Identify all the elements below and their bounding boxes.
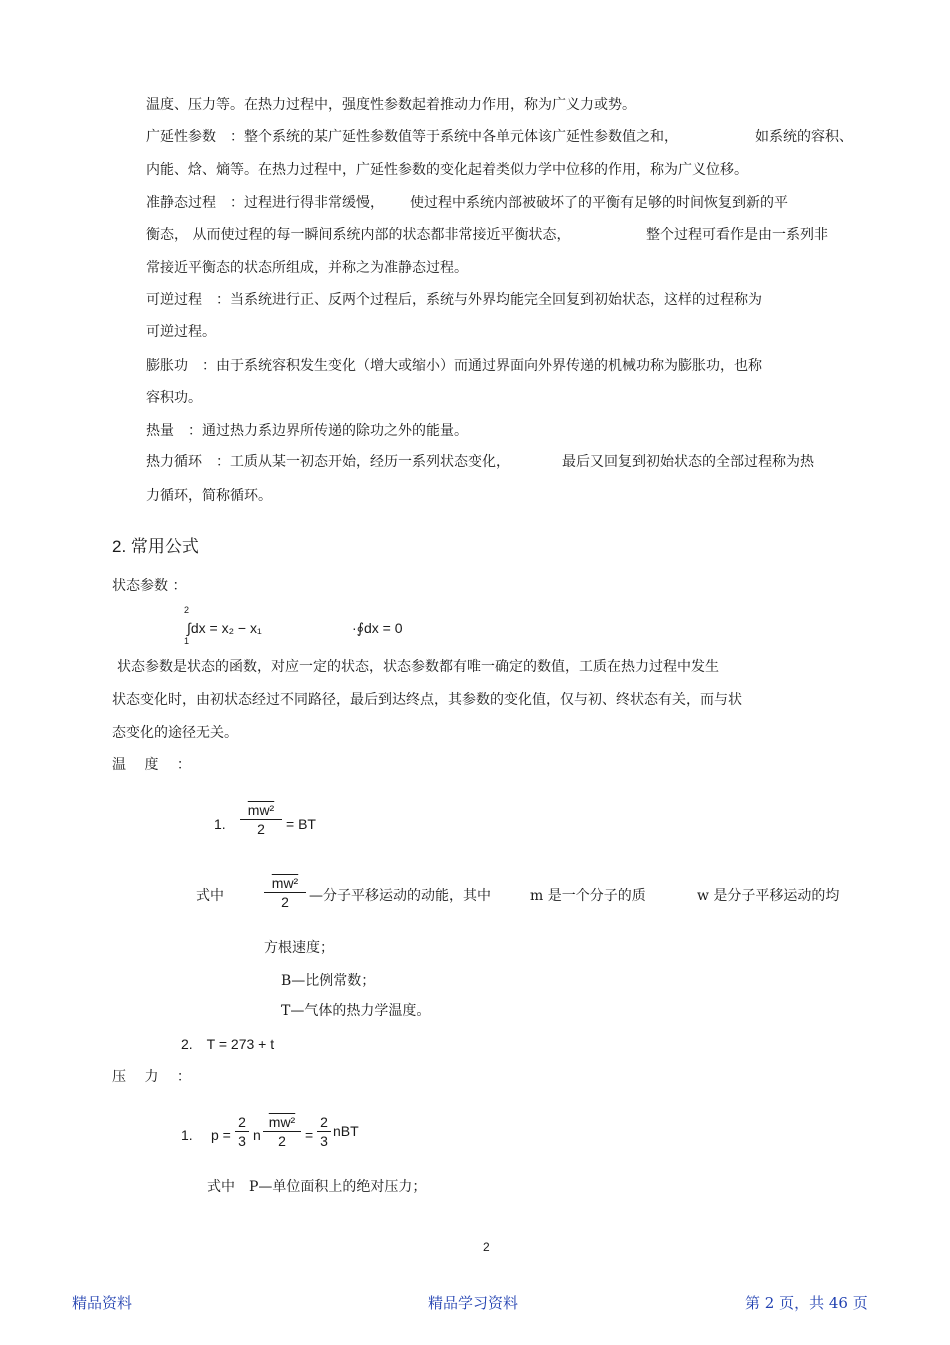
paragraph-line: 态变化的途径无关。 [112, 725, 238, 741]
fraction-denominator: 2 [281, 894, 289, 910]
definition-text: m 是一个分子的质 [530, 888, 646, 904]
formula-cyclic-integral: ·∮dx = 0 [352, 620, 403, 636]
text-line: 热量 ：通过热力系边界所传递的除功之外的能量。 [146, 423, 468, 439]
text-line: 如系统的容积、 [755, 129, 853, 145]
paragraph-line: 状态参数是状态的函数，对应一定的状态，状态参数都有唯一确定的数值，工质在热力过程中发生 [117, 659, 719, 675]
fraction-kinetic-energy [263, 1113, 301, 1150]
text-line: 温度、压力等。在热力过程中，强度性参数起着推动力作用，称为广义力或势。 [146, 97, 636, 113]
fraction-denominator: 3 [320, 1133, 328, 1149]
fraction-two-thirds [317, 1113, 331, 1150]
where-label: 式中 [196, 888, 224, 904]
text-line: 可逆过程 ：当系统进行正、反两个过程后，系统与外界均能完全回复到初始状态，这样的过程称为 [146, 292, 762, 308]
text-line: 准静态过程 ：过程进行得非常缓慢， [146, 195, 384, 211]
text-line: 容积功。 [146, 390, 202, 406]
footer-center: 精品学习资料 [428, 1294, 519, 1312]
item-number: 1. [181, 1127, 193, 1143]
definition-text: w 是分子平移运动的均 [697, 888, 840, 904]
fraction-kinetic-energy [240, 801, 282, 838]
integral-upper-limit: 2 [184, 605, 190, 615]
text-line: 常接近平衡态的状态所组成，并称之为准静态过程。 [146, 260, 468, 276]
label-state-params: 状态参数 ： [112, 578, 187, 594]
text-line: 可逆过程。 [146, 324, 216, 340]
page-number: 2 [483, 1240, 490, 1254]
section-heading: 2. 常用公式 [112, 537, 199, 556]
fraction-numerator: 2 [320, 1114, 328, 1130]
label-temperature: 温 度 ： [112, 757, 191, 773]
definition-text: T—气体的热力学温度。 [281, 1003, 431, 1019]
integral-lower-limit: 1 [184, 636, 190, 646]
fraction-denominator: 2 [257, 821, 265, 837]
definition-text: B—比例常数； [281, 973, 376, 989]
fraction-numerator: 2 [238, 1114, 246, 1130]
formula-nbt: nBT [333, 1123, 359, 1139]
formula-rhs: = BT [286, 816, 316, 832]
text-line: 衡态， 从而使过程的每一瞬间系统内部的状态都非常接近平衡状态， [146, 227, 571, 243]
text-line: 力循环，简称循环。 [146, 488, 272, 504]
label-pressure: 压 力 ： [112, 1069, 191, 1085]
text-line: 整个过程可看作是由一系列非 [646, 227, 828, 243]
definition-text: 方根速度； [264, 940, 334, 956]
footer-left: 精品资料 [72, 1294, 133, 1312]
definition-text: 式中 P—单位面积上的绝对压力； [207, 1179, 427, 1195]
fraction-two-thirds [235, 1113, 249, 1150]
fraction-denominator: 3 [238, 1133, 246, 1149]
text-line: 广延性参数 ：整个系统的某广延性参数值等于系统中各单元体该广延性参数值之和， [146, 129, 678, 145]
fraction-kinetic-energy [264, 874, 306, 911]
item-number: 1. [214, 816, 226, 832]
text-line: 热力循环 ：工质从某一初态开始，经历一系列状态变化， [146, 454, 510, 470]
formula-p-equals: p = [211, 1127, 231, 1143]
fraction-numerator: mw² [247, 802, 275, 818]
definition-text: —分子平移运动的动能，其中 [309, 888, 491, 904]
paragraph-line: 状态变化时，由初状态经过不同路径，最后到达终点，其参数的变化值，仅与初、终状态有关，而与状 [112, 692, 742, 708]
fraction-denominator: 2 [278, 1133, 286, 1149]
footer-page-info: 第 2 页，共 46 页 [745, 1294, 868, 1312]
text-line: 使过程中系统内部被破坏了的平衡有足够的时间恢复到新的平 [410, 195, 788, 211]
fraction-numerator: mw² [271, 875, 299, 891]
text-line: 内能、焓、熵等。在热力过程中，广延性参数的变化起着类似力学中位移的作用，称为广义位移。 [146, 162, 748, 178]
fraction-numerator: mw² [268, 1114, 296, 1130]
formula-integral: ∫dx = x₂ − x₁ [187, 620, 262, 636]
formula-n: n [253, 1127, 261, 1143]
text-line: 膨胀功 ：由于系统容积发生变化（增大或缩小）而通过界面向外界传递的机械功称为膨胀功，也称 [146, 358, 762, 374]
formula-equals: = [305, 1127, 314, 1143]
formula-celsius-kelvin: 2. T = 273 + t [181, 1036, 275, 1052]
text-line: 最后又回复到初始状态的全部过程称为热 [562, 454, 814, 470]
